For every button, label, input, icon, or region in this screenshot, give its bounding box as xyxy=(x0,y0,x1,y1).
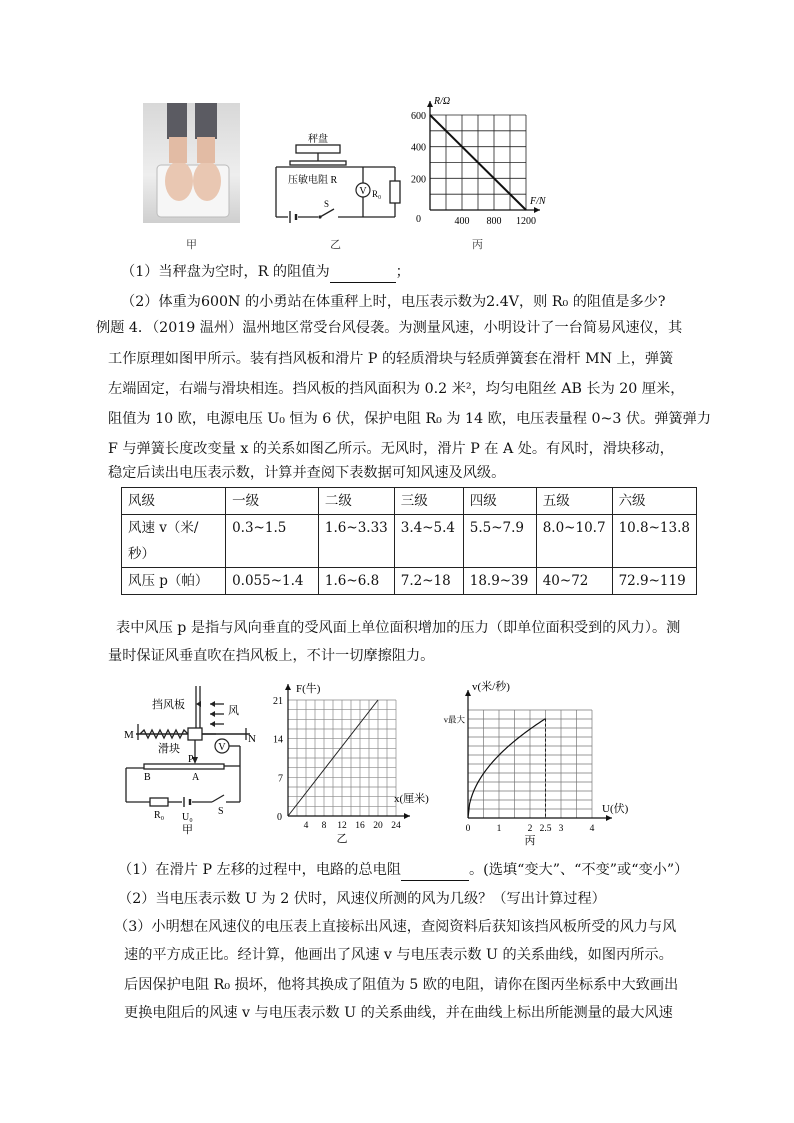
table-row: 风速 v（米/ 秒） 0.3~1.5 1.6~3.33 3.4~5.4 5.5~7.9 8.0~10.7 10.8~13.8 xyxy=(122,515,697,568)
y-tick-label: 14 xyxy=(273,734,283,746)
y-tick-label: 7 xyxy=(278,773,283,785)
y-axis-label: F(牛) xyxy=(296,683,321,695)
y-tick-label: 400 xyxy=(411,142,426,154)
origin-label: 0 xyxy=(277,812,282,823)
x-tick-label: 20 xyxy=(373,821,383,831)
a-label: A xyxy=(192,772,200,783)
x-tick-label: 4 xyxy=(303,821,309,831)
example4-line-4: 阻值为 10 欧，电源电压 U₀ 恒为 6 伏，保护电阻 R₀ 为 14 欧，电压表量程 0~3 伏。弹簧弹力 xyxy=(108,411,712,427)
after-table-line-2: 量时保证风垂直吹在挡风板上，不计一切摩擦阻力。 xyxy=(108,648,435,664)
weighing-circuit-diagram xyxy=(268,135,408,227)
x-tick-label: 2 xyxy=(527,824,533,834)
x-axis-arrow xyxy=(404,813,410,819)
wind-label: 风 xyxy=(228,705,239,717)
x-tick-label: 16 xyxy=(355,821,365,831)
m-label: M xyxy=(124,729,134,741)
origin-label: 0 xyxy=(416,214,421,225)
x-tick-label: 2.5 xyxy=(539,824,552,834)
figure-caption-jia: 甲 xyxy=(182,824,193,836)
spring-force-chart xyxy=(268,680,440,845)
question-2-2: （2）当电压表示数 U 为 2 伏时，风速仪所测的风为几级？（写出计算过程） xyxy=(118,891,606,907)
y-axis-label: v(米/秒) xyxy=(472,681,510,693)
answer-blank-2[interactable] xyxy=(401,860,469,881)
y-axis-arrow xyxy=(427,101,433,107)
n-label: N xyxy=(248,733,256,745)
r0-label: R₀ xyxy=(154,810,165,821)
wind-speed-device-diagram xyxy=(118,684,258,834)
figure-caption-bing: 丙 xyxy=(472,238,483,251)
pan-label: 秤盘 xyxy=(308,134,328,145)
answer-blank-1[interactable] xyxy=(330,262,396,283)
question-2-3-line-2: 速的平方成正比。经计算，他画出了风速 v 与电压表示数 U 的关系曲线，如图丙所示。 xyxy=(124,947,673,963)
figure-caption-yi: 乙 xyxy=(330,238,341,251)
example4-line-2: 工作原理如图甲所示。装有挡风板和滑片 P 的轻质滑块与轻质弹簧套在滑杆 MN 上，弹簧 xyxy=(108,351,674,367)
y-axis-arrow xyxy=(465,690,471,696)
question-2-3-line-4: 更换电阻后的风速 v 与电压表示数 U 的关系曲线，并在曲线上标出所能测量的最大风速 xyxy=(124,1005,673,1021)
x-axis-arrow xyxy=(534,207,540,213)
board-label: 挡风板 xyxy=(152,699,185,711)
y-tick-label: 600 xyxy=(411,111,426,122)
x-tick-label: 400 xyxy=(454,216,470,227)
figure-caption-jia: 甲 xyxy=(186,238,197,251)
p-label: P xyxy=(188,754,194,765)
example4-line-1: 例题 4．（2019 温州）温州地区常受台风侵袭。为测量风速，小明设计了一台简易风速仪，其 xyxy=(96,320,683,336)
x-tick-label: 3 xyxy=(558,824,564,834)
example4-line-6: 稳定后读出电压表示数，计算并查阅下表数据可知风速及风级。 xyxy=(108,465,506,481)
y-tick-label: 21 xyxy=(273,696,283,707)
switch-label: S xyxy=(218,806,224,817)
after-table-line-1: 表中风压 p 是指与风向垂直的受风面上单位面积增加的压力（即单位面积受到的风力）。测 xyxy=(116,620,681,636)
scale-photo xyxy=(143,103,240,223)
x-axis-label: U(伏) xyxy=(602,803,629,815)
switch-label: S xyxy=(324,199,330,209)
voltmeter-symbol: V xyxy=(359,186,367,197)
question-2-3-line-3: 后因保护电阻 R₀ 损坏，他将其换成了阻值为 5 欧的电阻，请你在图丙坐标系中大致画出 xyxy=(124,977,679,993)
example4-line-3: 左端固定，右端与滑块相连。挡风板的挡风面积为 0.2 米²，均匀电阻丝 AB 长为 20 厘米， xyxy=(108,381,685,397)
figure-caption-yi: 乙 xyxy=(336,833,348,845)
y-axis-arrow xyxy=(285,684,291,690)
question-1-2: （2）体重为600N 的小勇站在体重秤上时，电压表示数为2.4V，则 R₀ 的阻值是多少? xyxy=(121,294,666,310)
x-tick-label: 800 xyxy=(486,216,502,227)
table-row: 风压 p（帕） 0.055~1.4 1.6~6.8 7.2~18 18.9~39 40~72 72.9~119 xyxy=(122,568,697,595)
pressure-resistor-label: 压敏电阻 R xyxy=(288,175,338,186)
u0-label: U₀ xyxy=(182,812,193,823)
vmax-label: v最大 xyxy=(443,714,465,725)
r0-label: R₀ xyxy=(372,189,382,199)
x-tick-label: 4 xyxy=(589,824,595,834)
x-tick-label: 1 xyxy=(496,824,502,834)
question-2-1: （1）在滑片 P 左移的过程中，电路的总电阻 。(选填“变大”、“不变”或“变小”） xyxy=(118,860,688,881)
question-1-1: （1）当秤盘为空时，R 的阻值为 ； xyxy=(121,262,410,283)
wind-level-table xyxy=(121,487,697,595)
resistance-force-chart xyxy=(400,94,550,234)
x-axis-arrow xyxy=(606,815,612,821)
series-line xyxy=(468,719,546,818)
slider-label: 滑块 xyxy=(158,743,180,755)
y-axis-label: R/Ω xyxy=(434,96,451,107)
x-tick-label: 12 xyxy=(337,821,347,831)
x-axis-label: F/N xyxy=(530,196,546,207)
x-tick-label: 24 xyxy=(391,821,401,831)
y-tick-label: 200 xyxy=(411,174,426,186)
x-tick-label: 1200 xyxy=(516,216,536,227)
x-tick-label: 0 xyxy=(465,824,471,834)
question-2-3-line-1: （3）小明想在风速仪的电压表上直接标出风速，查阅资料后获知该挡风板所受的风力与风 xyxy=(114,919,677,935)
feet-on-scale-image xyxy=(143,103,240,223)
voltmeter-symbol: V xyxy=(218,742,226,753)
table-row: 风级 一级 二级 三级 四级 五级 六级 xyxy=(122,488,697,515)
x-axis-label: x(厘米) xyxy=(394,793,429,805)
b-label: B xyxy=(144,772,151,783)
x-tick-label: 8 xyxy=(321,821,327,831)
windspeed-voltage-chart xyxy=(443,676,636,847)
example4-line-5: F 与弹簧长度改变量 x 的关系如图乙所示。无风时，滑片 P 在 A 处。有风时，滑块移动， xyxy=(108,441,674,457)
figure-caption-bing: 丙 xyxy=(524,835,536,847)
